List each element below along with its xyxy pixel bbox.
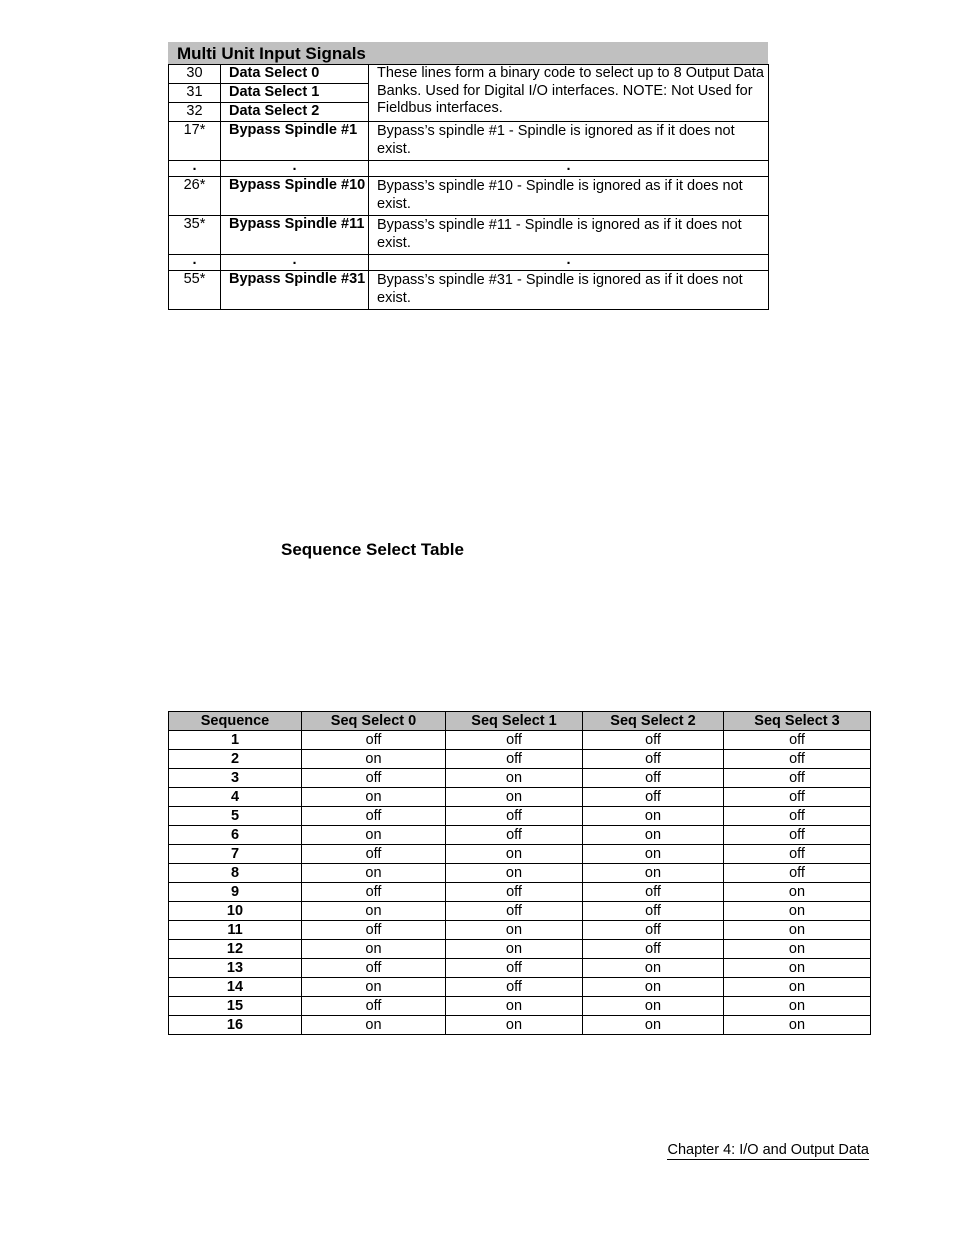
signal-description: Bypass’s spindle #11 - Spindle is ignored as if it does not exist. — [369, 216, 769, 255]
sequence-number: 1 — [169, 731, 302, 750]
seq-select-cell: on — [724, 978, 871, 997]
seq-select-cell: off — [724, 845, 871, 864]
table-row — [169, 807, 871, 826]
signal-name: Data Select 1 — [221, 84, 369, 103]
seq-select-cell: off — [583, 731, 724, 750]
sequence-number: 14 — [169, 978, 302, 997]
signal-number: 55* — [169, 271, 221, 310]
seq-select-cell: off — [724, 864, 871, 883]
seq-select-cell: off — [446, 959, 583, 978]
column-header: Sequence — [169, 712, 302, 731]
seq-select-cell: off — [724, 826, 871, 845]
seq-select-cell: on — [583, 978, 724, 997]
data-select-description: These lines form a binary code to select up to 8 Output Data Banks. Used for Digital I/O interfaces. NOTE: Not Used for Fieldbus interfaces. — [369, 65, 769, 122]
table-row — [169, 959, 871, 978]
table-row — [169, 921, 871, 940]
seq-select-cell: on — [583, 864, 724, 883]
sequence-number: 5 — [169, 807, 302, 826]
seq-select-cell: on — [302, 978, 446, 997]
seq-select-cell: off — [446, 731, 583, 750]
table-row — [169, 788, 871, 807]
seq-select-cell: off — [724, 788, 871, 807]
signal-name: Bypass Spindle #10 — [221, 177, 369, 216]
seq-select-cell: on — [446, 788, 583, 807]
seq-select-cell: on — [446, 940, 583, 959]
signal-number: 30 — [169, 65, 221, 84]
seq-select-cell: on — [724, 883, 871, 902]
seq-select-cell: off — [724, 769, 871, 788]
column-header: Seq Select 1 — [446, 712, 583, 731]
ellipsis: . — [169, 255, 221, 271]
signal-description: Bypass’s spindle #10 - Spindle is ignored as if it does not exist. — [369, 177, 769, 216]
seq-select-cell: off — [724, 807, 871, 826]
seq-select-cell: off — [302, 959, 446, 978]
seq-select-cell: on — [446, 769, 583, 788]
multi-unit-table — [168, 64, 769, 310]
seq-select-cell: off — [583, 902, 724, 921]
signal-number: 31 — [169, 84, 221, 103]
signal-name: Bypass Spindle #31 — [221, 271, 369, 310]
sequence-number: 8 — [169, 864, 302, 883]
ellipsis: . — [169, 161, 221, 177]
seq-select-cell: on — [302, 750, 446, 769]
seq-select-cell: on — [724, 921, 871, 940]
seq-select-cell: on — [302, 788, 446, 807]
seq-select-cell: on — [302, 902, 446, 921]
table-row — [169, 883, 871, 902]
table-row — [169, 65, 769, 84]
multi-unit-input-signals-table — [168, 42, 768, 310]
sequence-number: 7 — [169, 845, 302, 864]
signal-description: Bypass’s spindle #31 - Spindle is ignored as if it does not exist. — [369, 271, 769, 310]
seq-select-cell: off — [302, 731, 446, 750]
sequence-number: 12 — [169, 940, 302, 959]
seq-select-cell: on — [302, 1016, 446, 1035]
seq-select-cell: off — [583, 788, 724, 807]
sequence-number: 11 — [169, 921, 302, 940]
seq-select-cell: off — [302, 807, 446, 826]
seq-select-cell: on — [302, 864, 446, 883]
signal-number: 32 — [169, 103, 221, 122]
sequence-number: 2 — [169, 750, 302, 769]
chapter-footer: Chapter 4: I/O and Output Data — [667, 1142, 869, 1158]
sequence-select-heading: Sequence Select Table — [281, 540, 464, 559]
seq-select-cell: on — [724, 959, 871, 978]
seq-select-cell: off — [446, 978, 583, 997]
seq-select-cell: on — [583, 1016, 724, 1035]
signal-number: 17* — [169, 122, 221, 161]
seq-select-cell: off — [583, 940, 724, 959]
table-header-row — [169, 712, 871, 731]
seq-select-cell: on — [724, 902, 871, 921]
sequence-number: 16 — [169, 1016, 302, 1035]
table-row — [169, 122, 769, 161]
seq-select-cell: on — [583, 845, 724, 864]
seq-select-cell: off — [302, 769, 446, 788]
signal-name: Bypass Spindle #1 — [221, 122, 369, 161]
sequence-number: 6 — [169, 826, 302, 845]
table-row — [169, 271, 769, 310]
signal-name: Data Select 0 — [221, 65, 369, 84]
sequence-select-table — [168, 711, 871, 1035]
seq-select-cell: off — [583, 769, 724, 788]
signal-name: Data Select 2 — [221, 103, 369, 122]
seq-select-cell: off — [302, 883, 446, 902]
seq-select-cell: off — [302, 845, 446, 864]
column-header: Seq Select 3 — [724, 712, 871, 731]
multi-unit-table-title: Multi Unit Input Signals — [168, 42, 768, 64]
ellipsis: . — [369, 161, 769, 177]
table-row — [169, 826, 871, 845]
table-row — [169, 1016, 871, 1035]
seq-select-cell: off — [446, 883, 583, 902]
seq-select-cell: on — [446, 921, 583, 940]
seq-select-cell: on — [724, 940, 871, 959]
seq-select-cell: off — [446, 807, 583, 826]
signal-description: Bypass’s spindle #1 - Spindle is ignored as if it does not exist. — [369, 122, 769, 161]
seq-select-cell: on — [302, 940, 446, 959]
seq-select-cell: on — [724, 1016, 871, 1035]
seq-select-cell: on — [724, 997, 871, 1016]
ellipsis: . — [369, 255, 769, 271]
seq-select-cell: on — [302, 826, 446, 845]
seq-select-cell: off — [446, 902, 583, 921]
table-row — [169, 845, 871, 864]
sequence-number: 3 — [169, 769, 302, 788]
seq-select-cell: off — [724, 750, 871, 769]
ellipsis: . — [221, 161, 369, 177]
seq-select-cell: off — [302, 997, 446, 1016]
table-row — [169, 997, 871, 1016]
seq-select-cell: on — [446, 845, 583, 864]
table-row — [169, 864, 871, 883]
table-row — [169, 731, 871, 750]
table-row — [169, 750, 871, 769]
seq-select-cell: off — [583, 921, 724, 940]
table-row — [169, 940, 871, 959]
seq-select-cell: off — [724, 731, 871, 750]
seq-select-cell: on — [583, 826, 724, 845]
signal-number: 26* — [169, 177, 221, 216]
seq-select-cell: on — [583, 959, 724, 978]
table-row — [169, 978, 871, 997]
seq-select-cell: on — [583, 807, 724, 826]
sequence-number: 15 — [169, 997, 302, 1016]
seq-select-cell: on — [446, 997, 583, 1016]
signal-number: 35* — [169, 216, 221, 255]
ellipsis-row — [169, 255, 769, 271]
seq-select-cell: off — [302, 921, 446, 940]
seq-select-cell: on — [583, 997, 724, 1016]
seq-select-cell: on — [446, 864, 583, 883]
table-row — [169, 902, 871, 921]
seq-select-cell: off — [446, 826, 583, 845]
sequence-number: 9 — [169, 883, 302, 902]
column-header: Seq Select 2 — [583, 712, 724, 731]
ellipsis: . — [221, 255, 369, 271]
sequence-number: 4 — [169, 788, 302, 807]
seq-select-cell: off — [583, 750, 724, 769]
signal-name: Bypass Spindle #11 — [221, 216, 369, 255]
table-row — [169, 769, 871, 788]
sequence-number: 10 — [169, 902, 302, 921]
sequence-number: 13 — [169, 959, 302, 978]
seq-select-cell: off — [583, 883, 724, 902]
table-row — [169, 216, 769, 255]
table-row — [169, 177, 769, 216]
seq-select-cell: on — [446, 1016, 583, 1035]
ellipsis-row — [169, 161, 769, 177]
seq-select-cell: off — [446, 750, 583, 769]
column-header: Seq Select 0 — [302, 712, 446, 731]
